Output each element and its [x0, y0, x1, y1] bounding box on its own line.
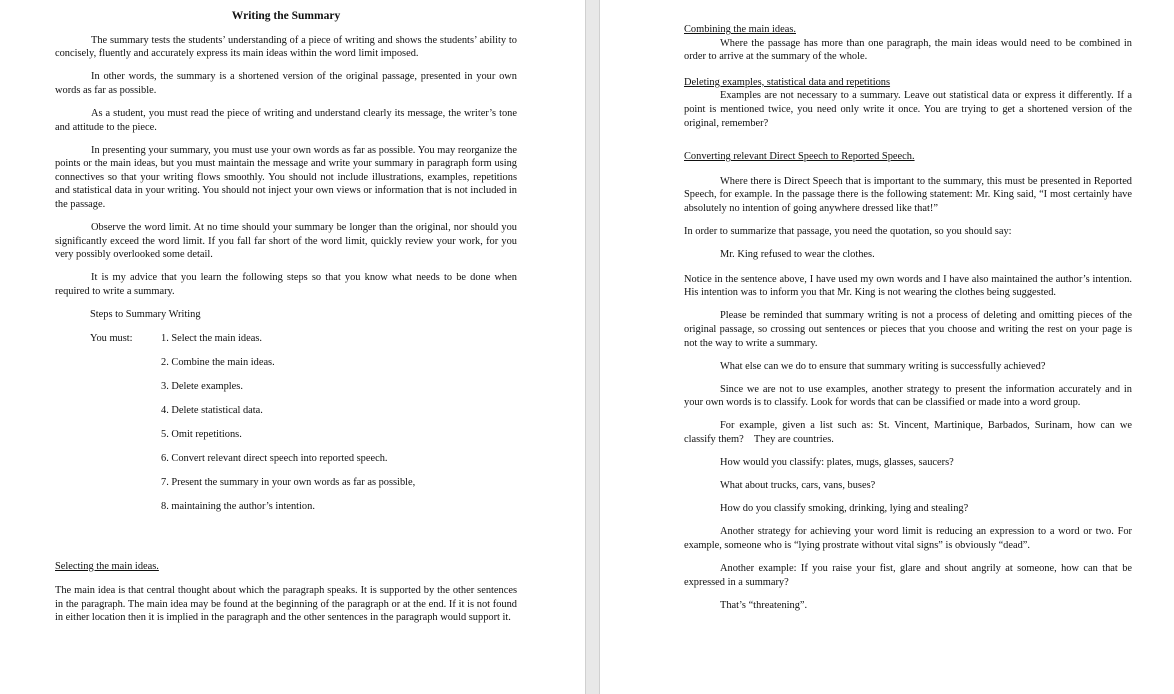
step-item: 7. Present the summary in your own words as far as possible,	[161, 476, 416, 488]
paragraph-word-limit: Observe the word limit. At no time should your summary be longer than the original, nor should you significantly exceed the word limit. If you fall far short of the word limit, quickly review your work, for you very possibly overlooked some detail.	[55, 222, 517, 261]
paragraph-summary-tests: The summary tests the students’ understanding of a piece of writing and shows the students’ ability to concisely, fluently and accurately express its main ideas within the word limit imposed.	[55, 34, 517, 60]
paragraph-in-other-words: In other words, the summary is a shortened version of the original passage, presented in your own words as far as possible.	[55, 71, 517, 96]
paragraph-converting: Where there is Direct Speech that is important to the summary, this must be presented in Reported Speech, for example. In the passage there is the following statement: Mr. King said, “I most certainly have absolutely no intention of going anywhere dressed like that!”	[684, 175, 1132, 214]
paragraph-another-example: Another example: If you raise your fist, glare and shout angrily at someone, how can that be expressed in a summary?	[684, 563, 1132, 588]
steps-title: Steps to Summary Writing	[90, 309, 201, 321]
step-item: 4. Delete statistical data.	[161, 404, 263, 416]
question-trucks: What about trucks, cars, vans, buses?	[720, 480, 876, 492]
step-item: 8. maintaining the author’s intention.	[161, 500, 315, 512]
heading-deleting-examples: Deleting examples, statistical data and repetitions	[684, 76, 891, 88]
right-page	[600, 0, 1174, 694]
paragraph-as-a-student: As a student, you must read the piece of writing and understand clearly its message, the writer’s tone and attitude to the piece.	[55, 107, 517, 133]
step-item: 2. Combine the main ideas.	[161, 356, 275, 368]
heading-combining-main-ideas: Combining the main ideas.	[684, 24, 796, 35]
step-row	[55, 356, 517, 370]
step-item: 3. Delete examples.	[161, 380, 243, 392]
paragraph-presenting-summary: In presenting your summary, you must use your own words as far as possible. You may reorganize the points or the main ideas, but you must maintain the message and write your summary in paragraph form using connectives so that your writing flows smoothly. You should not include illustrations, examples, repetitions and statistical data in your writing. You should not inject your own views or information that is not included in the passage.	[55, 144, 517, 211]
paragraph-king-refused: Mr. King refused to wear the clothes.	[720, 249, 875, 261]
question-smoking: How do you classify smoking, drinking, lying and stealing?	[720, 503, 969, 515]
step-row	[55, 500, 517, 514]
paragraph-combining: Where the passage has more than one paragraph, the main ideas would need to be combined in order to arrive at the summary of the whole.	[684, 37, 1132, 63]
left-page	[0, 0, 585, 694]
left-page-content	[55, 10, 517, 634]
steps-lead: You must:	[90, 332, 133, 344]
question-plates: How would you classify: plates, mugs, glasses, saucers?	[720, 457, 954, 469]
paragraph-reminded: Please be reminded that summary writing is not a process of deleting and omitting pieces of the original passage, so crossing out sentences or pieces that you choose and writing the rest on your page is not the way to write a summary.	[684, 310, 1132, 349]
step-row	[55, 452, 517, 466]
step-item: 6. Convert relevant direct speech into reported speech.	[161, 452, 388, 464]
paragraph-main-idea: The main idea is that central thought about which the paragraph speaks. It is supported by the other sentences in the paragraph. The main idea may be found at the beginning of the paragraph or at the end. If it is not found in either location then it is implied in the paragraph and the other sentences in the paragraph would support it.	[55, 585, 517, 624]
right-page-content	[684, 23, 1135, 622]
paragraph-what-else: What else can we do to ensure that summary writing is successfully achieved?	[720, 360, 1046, 372]
paragraph-classify: Since we are not to use examples, another strategy to present the information accurately and in your own words is to classify. Look for words that can be classified or made into a word group.	[684, 383, 1132, 409]
paragraph-threatening: That’s “threatening”.	[720, 599, 808, 611]
step-item: 5. Omit repetitions.	[161, 428, 242, 440]
paragraph-deleting: Examples are not necessary to a summary. Leave out statistical data or express it differently. If a point is mentioned twice, you need only write it once. You are trying to get a shortened version of the original, remember?	[684, 90, 1132, 129]
step-item: 1. Select the main ideas.	[161, 332, 262, 344]
paragraph-advice: It is my advice that you learn the following steps so that you know what needs to be done when required to write a summary.	[55, 272, 517, 297]
paragraph-for-example: For example, given a list such as: St. Vincent, Martinique, Barbados, Surinam, how can we classify them? They are countries.	[684, 420, 1135, 446]
paragraph-notice: Notice in the sentence above, I have used my own words and I have also maintained the author’s intention. His intention was to inform you that Mr. King is not wearing the clothes being suggested.	[684, 273, 1132, 299]
step-row	[55, 428, 517, 442]
step-row	[55, 380, 517, 394]
heading-converting-speech: Converting relevant Direct Speech to Reported Speech.	[684, 151, 915, 163]
paragraph-another-strategy: Another strategy for achieving your word limit is reducing an expression to a word or two. For example, someone who is “lying prostrate without vital signs” is obviously “dead”.	[684, 526, 1132, 552]
paragraph-in-order: In order to summarize that passage, you need the quotation, so you should say:	[684, 226, 1012, 238]
heading-selecting-main-ideas: Selecting the main ideas.	[55, 560, 159, 572]
page-gutter	[585, 0, 600, 694]
step-row	[55, 476, 517, 490]
document-title: Writing the Summary	[231, 10, 341, 22]
step-row	[55, 332, 517, 346]
step-row	[55, 404, 517, 418]
